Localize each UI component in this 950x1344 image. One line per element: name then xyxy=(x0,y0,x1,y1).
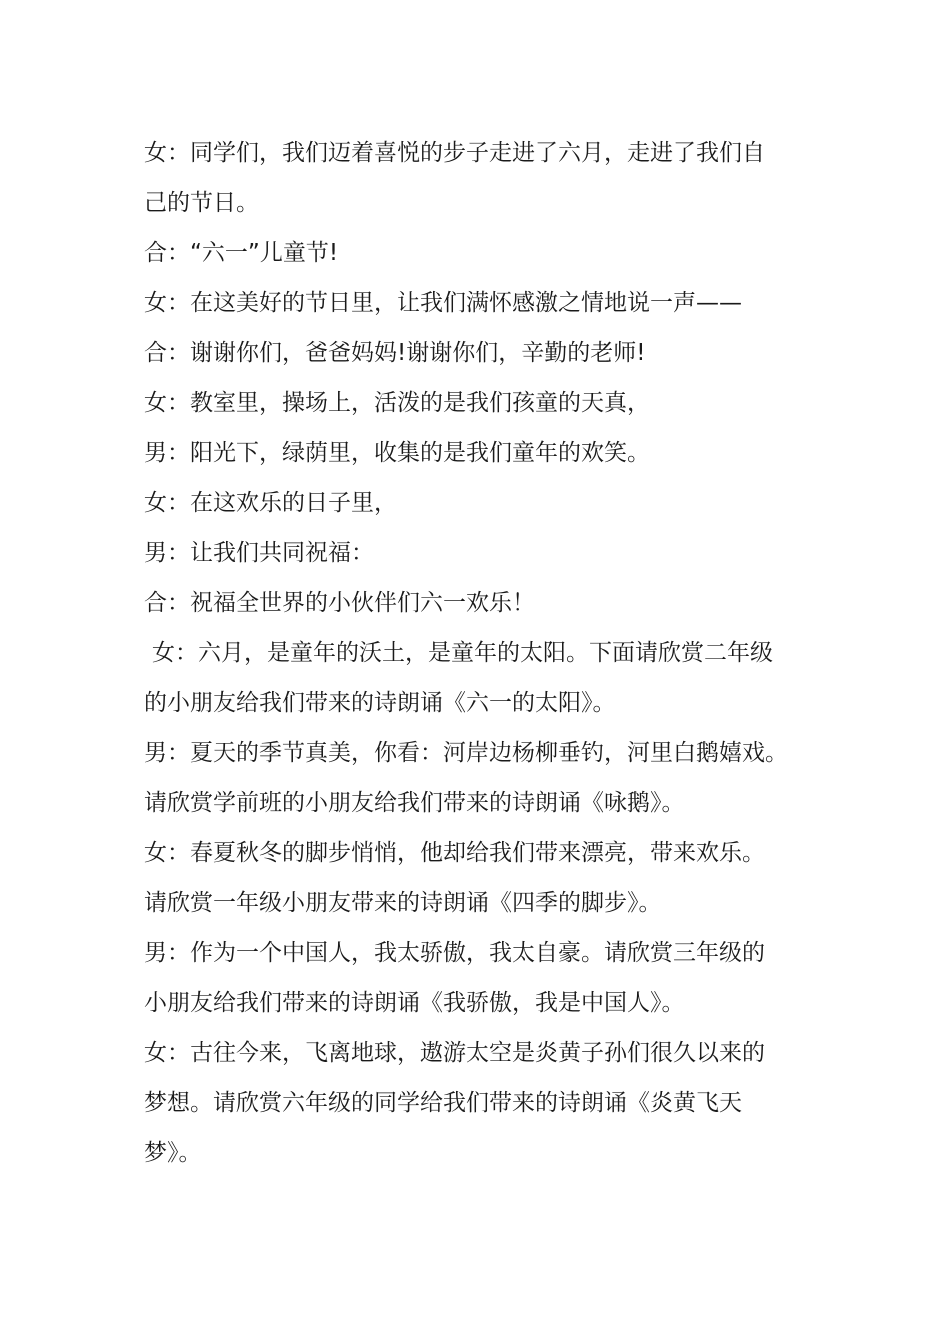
text-line: 合：“六一”儿童节! xyxy=(144,240,339,266)
text-line: 女：在这欢乐的日子里， xyxy=(144,490,397,516)
text-line: 合：谢谢你们，爸爸妈妈!谢谢你们，辛勤的老师! xyxy=(144,340,646,366)
text-line: 女：春夏秋冬的脚步悄悄，他却给我们带来漂亮，带来欢乐。 xyxy=(144,840,765,866)
text-line: 小朋友给我们带来的诗朗诵《我骄傲，我是中国人》。 xyxy=(144,990,685,1016)
text-line: 男：作为一个中国人，我太骄傲，我太自豪。请欣赏三年级的 xyxy=(144,940,765,966)
text-line: 请欣赏学前班的小朋友给我们带来的诗朗诵《咏鹅》。 xyxy=(144,790,685,816)
text-line: 合：祝福全世界的小伙伴们六一欢乐！ xyxy=(144,590,535,616)
text-line: 女：在这美好的节日里，让我们满怀感激之情地说一声—— xyxy=(144,290,742,316)
text-line: 梦》。 xyxy=(144,1140,202,1166)
script-text-body xyxy=(144,128,834,1178)
text-line: 女：同学们，我们迈着喜悦的步子走进了六月，走进了我们自 xyxy=(144,140,765,166)
text-line: 男：阳光下，绿荫里，收集的是我们童年的欢笑。 xyxy=(144,440,650,466)
text-line: 女：教室里，操场上，活泼的是我们孩童的天真， xyxy=(144,390,650,416)
text-line: 女：六月，是童年的沃土，是童年的太阳。下面请欣赏二年级 xyxy=(152,640,773,666)
text-line: 己的节日。 xyxy=(144,190,259,216)
text-line: 的小朋友给我们带来的诗朗诵《六一的太阳》。 xyxy=(144,690,616,716)
text-line: 请欣赏一年级小朋友带来的诗朗诵《四季的脚步》。 xyxy=(144,890,662,916)
text-line: 女：古往今来，飞离地球，遨游太空是炎黄子孙们很久以来的 xyxy=(144,1040,765,1066)
text-line: 梦想。请欣赏六年级的同学给我们带来的诗朗诵《炎黄飞天 xyxy=(144,1090,742,1116)
text-line: 男：夏天的季节真美，你看：河岸边杨柳垂钓，河里白鹅嬉戏。 xyxy=(144,740,788,766)
text-line: 男：让我们共同祝福： xyxy=(144,540,374,566)
